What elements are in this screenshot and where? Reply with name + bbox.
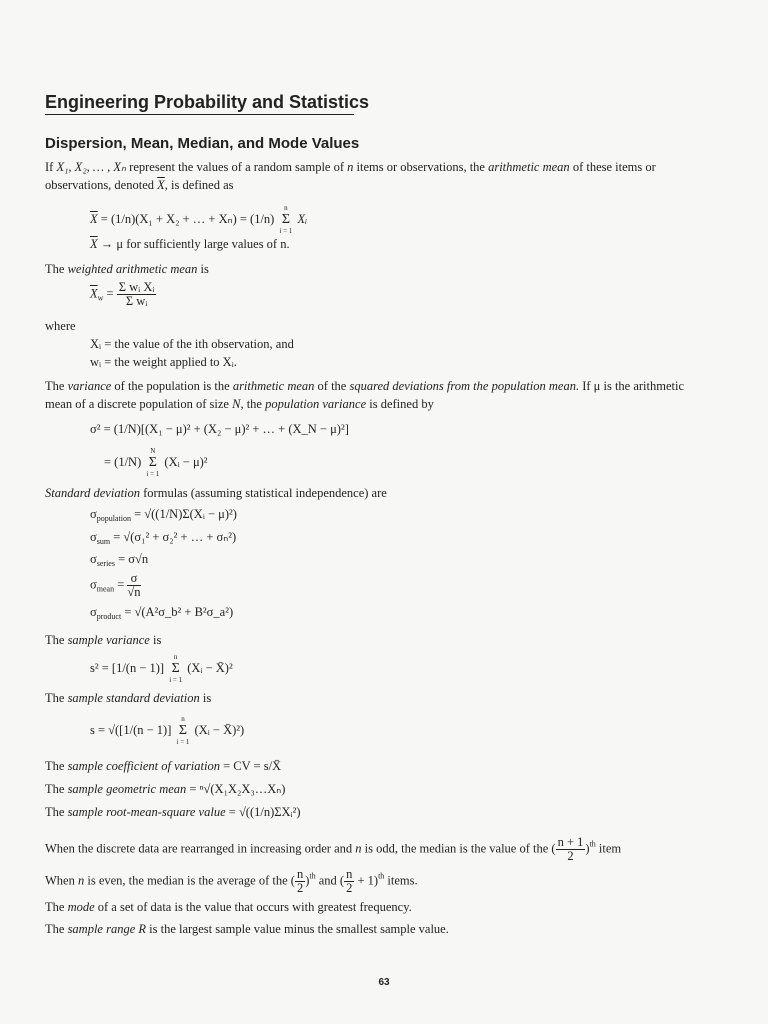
page-title: Engineering Probability and Statistics <box>45 92 370 112</box>
sum-symbol: n Σ i = 1 <box>176 715 190 746</box>
geometric-mean: The sample geometric mean = ⁿ√(X₁X₂X₃…Xₙ) <box>45 782 286 796</box>
mode-definition: The mode of a set of data is the value that occurs with greatest frequency. <box>45 900 412 914</box>
sd-mean: $\sigma_{mean}$ = $\frac{\sigma}{√n}$ <box>90 571 141 599</box>
title-underline <box>45 114 354 115</box>
sd-product: $\sigma_{product}$ = √(A²σ_b² + B²σ_a²) <box>90 605 234 621</box>
intro-line-2: observations, denoted $\overline{X}$, is defined as <box>45 178 234 192</box>
section-heading: Dispersion, Mean, Median, and Mode Values <box>45 135 360 152</box>
equation-sample-sd: s = √([1/(n − 1)] n Σ i = 1 (Xᵢ − X̄)²) <box>90 715 245 746</box>
range-definition: The sample range R is the largest sample value minus the smallest sample value. <box>45 922 449 936</box>
sample-variance-text: The sample variance is <box>45 633 162 647</box>
page-number: 63 <box>378 977 390 988</box>
sum-symbol: n Σ i = 1 <box>279 204 293 235</box>
intro-line-1: If X₁, X₂, … , Xₙ represent the values of a random sample of n items or observations, the arithmetic mean of these items or <box>45 160 656 174</box>
equation-weighted-mean: $\overline{X}_w$ = $\frac{\text{Σ wᵢ Xᵢ}}{\text{Σ wᵢ}}$ <box>90 280 155 308</box>
stddev-intro: Standard deviation formulas (assuming statistical independence) are <box>45 486 387 500</box>
root-mean-square: The sample root-mean-square value = √((1/n)ΣXᵢ²) <box>45 805 301 819</box>
equation-mean: $\overline{X} = (1/n)(X_1 + X_2$ + … + Xₙ) = (1/n) n Σ i = 1 Xᵢ <box>90 204 308 235</box>
sum-symbol: N Σ i = 1 <box>146 447 160 478</box>
median-odd: When the discrete data are rearranged in increasing order and n is odd, the median is the value of the ( $\frac{n + 1}{2}$ )$^{th}$ item <box>45 835 622 863</box>
weighted-mean-text: The weighted arithmetic mean is <box>45 262 209 276</box>
sd-population: $\sigma_{population}$ = √((1/N)Σ(Xᵢ − μ)²) <box>90 507 237 523</box>
sd-sum: $\sigma_{sum} = √(\sigma_1^2 + \sigma_2^2$ + … + σₙ²) <box>90 530 237 546</box>
coefficient-of-variation: The sample coefficient of variation = CV = s/X̄ <box>45 759 282 773</box>
variance-line-2: mean of a discrete population of size N, the population variance is defined by <box>45 397 434 411</box>
sum-symbol: n Σ i = 1 <box>169 653 183 684</box>
equation-variance-1: σ² = (1/N)[(X₁ − μ)² + (X₂ − μ)² + … + (X_N − μ)²] <box>90 422 349 436</box>
sd-series: $\sigma_{series} = \sigma√n$ <box>90 552 149 568</box>
equation-limit: $\overline{X} \to \mu$ for sufficiently large values of n. <box>90 237 290 251</box>
median-even: When n is even, the median is the average of the ( $\frac{n}{2}$ )$^{th}$ and ( $\frac{n}{2}$ + 1)$^{th}$ items. <box>45 867 418 895</box>
sample-sd-text: The sample standard deviation is <box>45 691 212 705</box>
equation-sample-variance: s² = [1/(n − 1)] n Σ i = 1 (Xᵢ − X̄)² <box>90 653 233 684</box>
equation-variance-2: = (1/N) N Σ i = 1 (Xᵢ − μ)² <box>104 447 208 478</box>
variance-line-1: The variance of the population is the arithmetic mean of the squared deviations from the population mean. If μ is the arithmetic <box>45 379 685 393</box>
definition-xi: Xᵢ = the value of the ith observation, and <box>90 337 294 351</box>
where-label: where <box>45 319 76 333</box>
definition-wi: wᵢ = the weight applied to Xᵢ. <box>90 355 237 369</box>
